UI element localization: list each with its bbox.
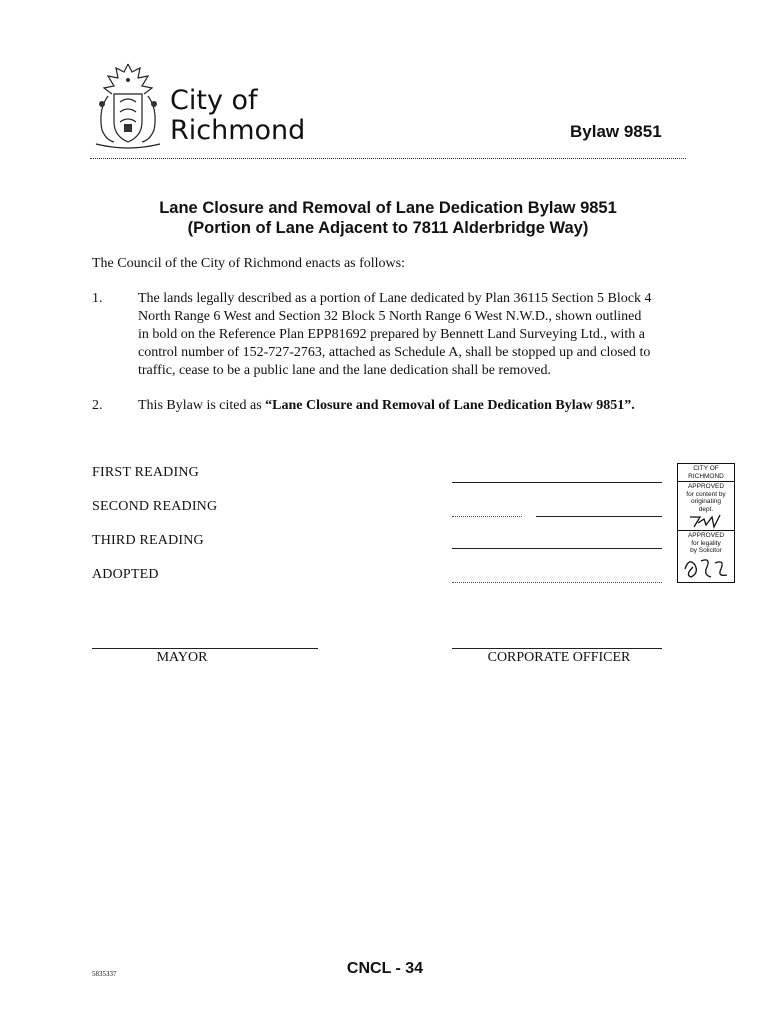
stamp-text: APPROVED <box>687 483 725 490</box>
clause-2 <box>92 397 692 417</box>
second-reading-label: SECOND READING <box>92 499 218 514</box>
clause-line: in bold on the Reference Plan EPP81692 prepared by Bennett Land Surveying Ltd., with a <box>138 327 646 342</box>
corporate-officer-signature-line <box>452 648 662 649</box>
clause-number: 2. <box>92 398 103 413</box>
clause-line: The lands legally described as a portion of Lane dedicated by Plan 36115 Section 5 Block 4 <box>138 291 652 306</box>
second-reading-line-b <box>536 516 662 517</box>
title-line-2: (Portion of Lane Adjacent to 7811 Alderbridge Way) <box>187 219 589 237</box>
bylaw-number: Bylaw 9851 <box>570 122 662 141</box>
clause-prefix: This Bylaw is cited as <box>138 398 266 413</box>
stamp-text: for legality <box>691 539 721 547</box>
stamp-city-line: CITY OF <box>693 465 719 472</box>
stamp-city-line: RICHMOND <box>688 472 724 480</box>
third-reading-label: THIRD READING <box>92 533 204 548</box>
second-reading-line-a <box>452 516 522 517</box>
title-line-1: Lane Closure and Removal of Lane Dedication Bylaw 9851 <box>159 199 617 217</box>
solicitor-initials-signature <box>681 555 731 581</box>
adopted-line <box>452 582 662 583</box>
page-label: CNCL - 34 <box>346 960 424 977</box>
preamble: The Council of the City of Richmond enacts as follows: <box>92 256 406 271</box>
stamp-legality-approval <box>678 530 734 582</box>
approval-stamp <box>677 463 735 583</box>
stamp-text: dept. <box>698 505 714 513</box>
mayor-signature-line <box>92 648 318 649</box>
clause-1 <box>92 290 692 380</box>
corporate-officer-label: CORPORATE OFFICER <box>487 650 631 665</box>
header-divider <box>90 158 686 159</box>
clause-line: North Range 6 West and Section 32 Block 5 North Range 6 West N.W.D., shown outlined <box>138 309 642 324</box>
stamp-text: for content by <box>686 490 726 498</box>
dept-initials-signature <box>686 513 726 529</box>
logo-line-city-of: City of <box>170 85 258 116</box>
city-crest-logo <box>88 60 168 152</box>
stamp-text: by Solicitor <box>690 547 722 554</box>
mayor-label: MAYOR <box>156 650 208 665</box>
bylaw-title <box>90 198 686 238</box>
stamp-text: originating <box>691 498 721 505</box>
logo-line-richmond: Richmond <box>170 115 306 146</box>
first-reading-label: FIRST READING <box>92 465 199 480</box>
city-of-richmond-wordmark <box>170 86 305 146</box>
third-reading-line <box>452 548 662 549</box>
bylaw-citation: “Lane Closure and Removal of Lane Dedication Bylaw 9851”. <box>265 398 635 413</box>
clause-number: 1. <box>92 291 103 306</box>
clause-body <box>138 397 686 415</box>
adopted-label: ADOPTED <box>92 567 159 582</box>
document-id: 5835337 <box>92 970 117 978</box>
clause-line: traffic, cease to be a public lane and the lane dedication shall be removed. <box>138 363 551 378</box>
stamp-city-block <box>678 464 734 481</box>
clause-body <box>138 290 686 380</box>
first-reading-line <box>452 482 662 483</box>
stamp-content-approval <box>678 481 734 530</box>
clause-line: control number of 152-727-2763, attached as Schedule A, shall be stopped up and closed to <box>138 345 651 360</box>
stamp-text: APPROVED <box>687 532 725 539</box>
